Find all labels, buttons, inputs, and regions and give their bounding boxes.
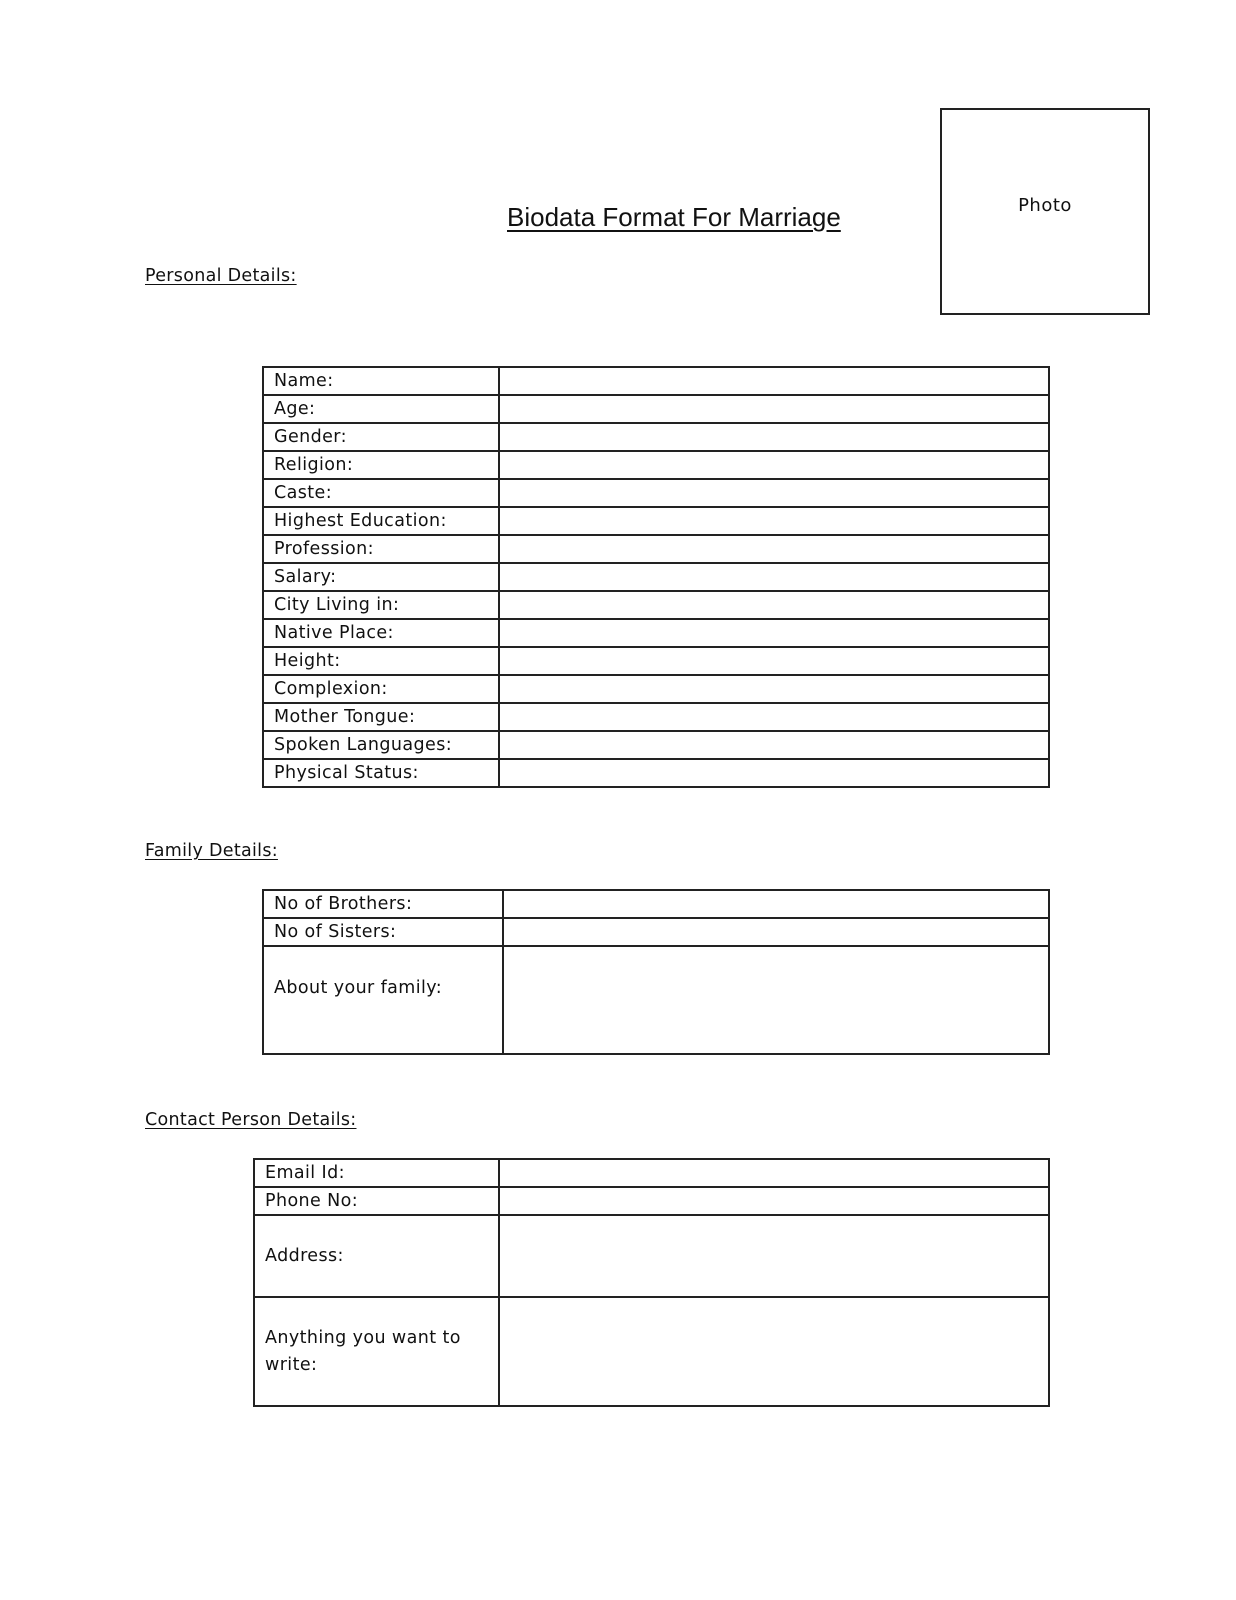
email-field[interactable]: [499, 1159, 1049, 1187]
field-label-about-family: About your family:: [263, 946, 503, 1054]
gender-field[interactable]: [499, 423, 1049, 451]
about-family-field[interactable]: [503, 946, 1049, 1054]
field-label-city: City Living in:: [263, 591, 499, 619]
table-row: [263, 563, 1049, 591]
table-row: [263, 918, 1049, 946]
field-label-age: Age:: [263, 395, 499, 423]
complexion-field[interactable]: [499, 675, 1049, 703]
table-row: [254, 1187, 1049, 1215]
field-label-salary: Salary:: [263, 563, 499, 591]
personal-details-heading: Personal Details:: [145, 266, 297, 286]
field-label-notes: Anything you want to write:: [254, 1297, 499, 1406]
table-row: [263, 647, 1049, 675]
field-label-spoken-languages: Spoken Languages:: [263, 731, 499, 759]
contact-details-heading: Contact Person Details:: [145, 1110, 357, 1130]
field-label-mother-tongue: Mother Tongue:: [263, 703, 499, 731]
table-row: [263, 731, 1049, 759]
education-field[interactable]: [499, 507, 1049, 535]
contact-details-table: [253, 1158, 1050, 1407]
address-field[interactable]: [499, 1215, 1049, 1297]
field-label-education: Highest Education:: [263, 507, 499, 535]
table-row: [263, 591, 1049, 619]
phone-field[interactable]: [499, 1187, 1049, 1215]
mother-tongue-field[interactable]: [499, 703, 1049, 731]
field-label-caste: Caste:: [263, 479, 499, 507]
city-field[interactable]: [499, 591, 1049, 619]
table-row: [263, 395, 1049, 423]
field-label-address: Address:: [254, 1215, 499, 1297]
salary-field[interactable]: [499, 563, 1049, 591]
caste-field[interactable]: [499, 479, 1049, 507]
sisters-field[interactable]: [503, 918, 1049, 946]
table-row: [263, 675, 1049, 703]
field-label-native-place: Native Place:: [263, 619, 499, 647]
photo-label: Photo: [1018, 195, 1072, 216]
physical-status-field[interactable]: [499, 759, 1049, 787]
table-row: [254, 1297, 1049, 1406]
table-row: [263, 535, 1049, 563]
table-row: [263, 890, 1049, 918]
brothers-field[interactable]: [503, 890, 1049, 918]
field-label-phone: Phone No:: [254, 1187, 499, 1215]
spoken-languages-field[interactable]: [499, 731, 1049, 759]
table-row: [263, 479, 1049, 507]
religion-field[interactable]: [499, 451, 1049, 479]
table-row: [263, 451, 1049, 479]
field-label-complexion: Complexion:: [263, 675, 499, 703]
field-label-profession: Profession:: [263, 535, 499, 563]
field-label-email: Email Id:: [254, 1159, 499, 1187]
family-details-table: [262, 889, 1050, 1055]
family-details-heading: Family Details:: [145, 841, 278, 861]
table-row: [254, 1215, 1049, 1297]
photo-placeholder: [940, 108, 1150, 315]
name-field[interactable]: [499, 367, 1049, 395]
field-label-name: Name:: [263, 367, 499, 395]
table-row: [263, 423, 1049, 451]
profession-field[interactable]: [499, 535, 1049, 563]
personal-details-table: [262, 366, 1050, 788]
field-label-height: Height:: [263, 647, 499, 675]
page-title: Biodata Format For Marriage: [507, 202, 841, 232]
field-label-physical-status: Physical Status:: [263, 759, 499, 787]
table-row: [263, 619, 1049, 647]
field-label-brothers: No of Brothers:: [263, 890, 503, 918]
table-row: [263, 703, 1049, 731]
field-label-sisters: No of Sisters:: [263, 918, 503, 946]
native-place-field[interactable]: [499, 619, 1049, 647]
table-row: [263, 367, 1049, 395]
table-row: [263, 507, 1049, 535]
table-row: [263, 759, 1049, 787]
height-field[interactable]: [499, 647, 1049, 675]
table-row: [254, 1159, 1049, 1187]
age-field[interactable]: [499, 395, 1049, 423]
notes-field[interactable]: [499, 1297, 1049, 1406]
field-label-gender: Gender:: [263, 423, 499, 451]
field-label-religion: Religion:: [263, 451, 499, 479]
table-row: [263, 946, 1049, 1054]
